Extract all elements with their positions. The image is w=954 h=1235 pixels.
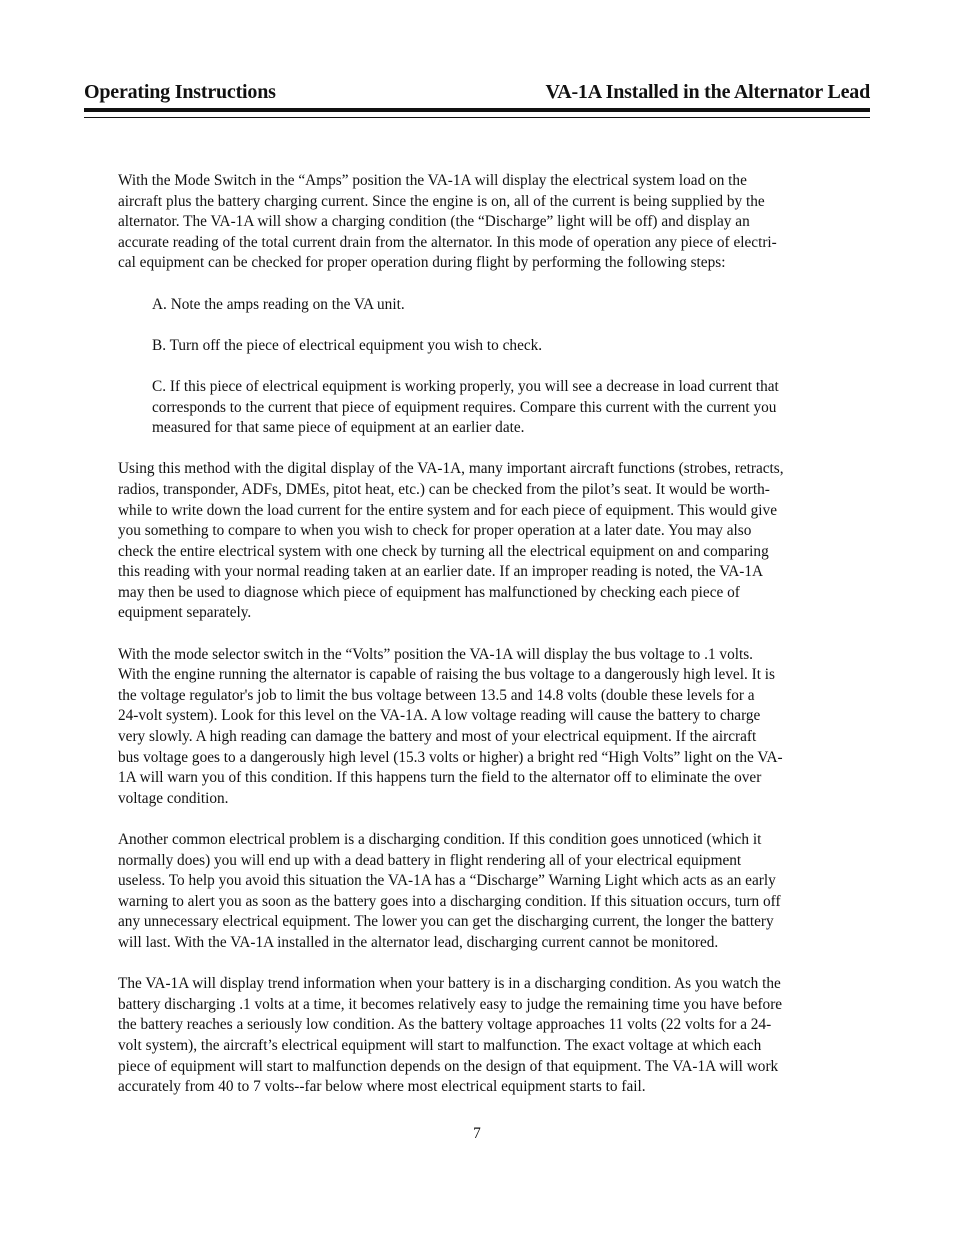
header-rule-thin (84, 117, 870, 118)
step-c: C. If this piece of electrical equipment is working properly, you will see a decrease in load current that corresponds to the current that piece of equipment requires. Compare this current with the current you measured for that same piece of equipment at an earlier date. (152, 377, 779, 437)
paragraph-method: Using this method with the digital display of the VA-1A, many important aircraft functions (strobes, retracts, radios, transponder, ADFs, DMEs, pitot heat, etc.) can be checked from the pilot’s seat. It would be worth- while to write down the load current for the entire system and for each piece of equipment. This would give you something to compare to when you wish to check for proper operation at a later date. You may also check the entire electrical system with one check by turning all the electrical equipment on and comparing this reading with your normal reading taken at an earlier date. If an improper reading is noted, the VA-1A may then be used to diagnose which piece of equipment has malfunctioned by checking each piece of equipment separately. (118, 460, 784, 622)
page-number: 7 (473, 1125, 481, 1142)
paragraph-volts-mode: With the mode selector switch in the “Volts” position the VA-1A will display the bus voltage to .1 volts. With the engine running the alternator is capable of raising the bus voltage to a dangerously high level. It is the voltage regulator's job to limit the bus voltage between 13.5 and 14.8 volts (double these levels for a 24-volt system). Look for this level on the VA-1A. A low voltage reading will cause the battery to charge very slowly. A high reading can damage the battery and most of your electrical equipment. If the aircraft bus voltage goes to a dangerously high level (15.3 volts or higher) a bright red “High Volts” light on the VA- 1A will warn you of this condition. If this happens turn the field to the alternator off to eliminate the over voltage condition. (118, 645, 783, 807)
paragraph-trend: The VA-1A will display trend information when your battery is in a discharging condition. As you watch the battery discharging .1 volts at a time, it becomes relatively easy to judge the remaining time you have before the battery reaches a seriously low condition. As the battery voltage approaches 11 volts (22 volts for a 24- volt system), the aircraft’s electrical equipment will start to malfunction. The exact voltage at which each piece of equipment will start to malfunction depends on the design of that equipment. The VA-1A will work accurately from 40 to 7 volts--far below where most electrical equipment starts to fail. (118, 975, 783, 1096)
header-page-title: VA-1A Installed in the Alternator Lead (545, 81, 870, 103)
step-a: A. Note the amps reading on the VA unit. (152, 295, 405, 313)
body-text (118, 171, 878, 1118)
header-rule-thick (84, 108, 870, 112)
step-b: B. Turn off the piece of electrical equipment you wish to check. (152, 336, 543, 354)
header-section-title: Operating Instructions (84, 81, 276, 103)
paragraph-discharging: Another common electrical problem is a discharging condition. If this condition goes unnoticed (which it normally does) you will end up with a dead battery in flight rendering all of your electrical equipment useless. To help you avoid this situation the VA-1A has a “Discharge” Warning Light which acts as an early warning to alert you as soon as the battery goes into a discharging condition. If this situation occurs, turn off any unnecessary electrical equipment. The lower you can get the discharging current, the longer the battery will last. With the VA-1A installed in the alternator lead, discharging current cannot be monitored. (118, 831, 781, 951)
paragraph-amps-mode: With the Mode Switch in the “Amps” position the VA-1A will display the electrical system load on the aircraft plus the battery charging current. Since the engine is on, all of the current is being supplied by the alternator. The VA-1A will show a charging condition (the “Discharge” light will be off) and display an accurate reading of the total current drain from the alternator. In this mode of operation any piece of electri- cal equipment can be checked for proper operation during flight by performing the following steps: (118, 172, 777, 272)
